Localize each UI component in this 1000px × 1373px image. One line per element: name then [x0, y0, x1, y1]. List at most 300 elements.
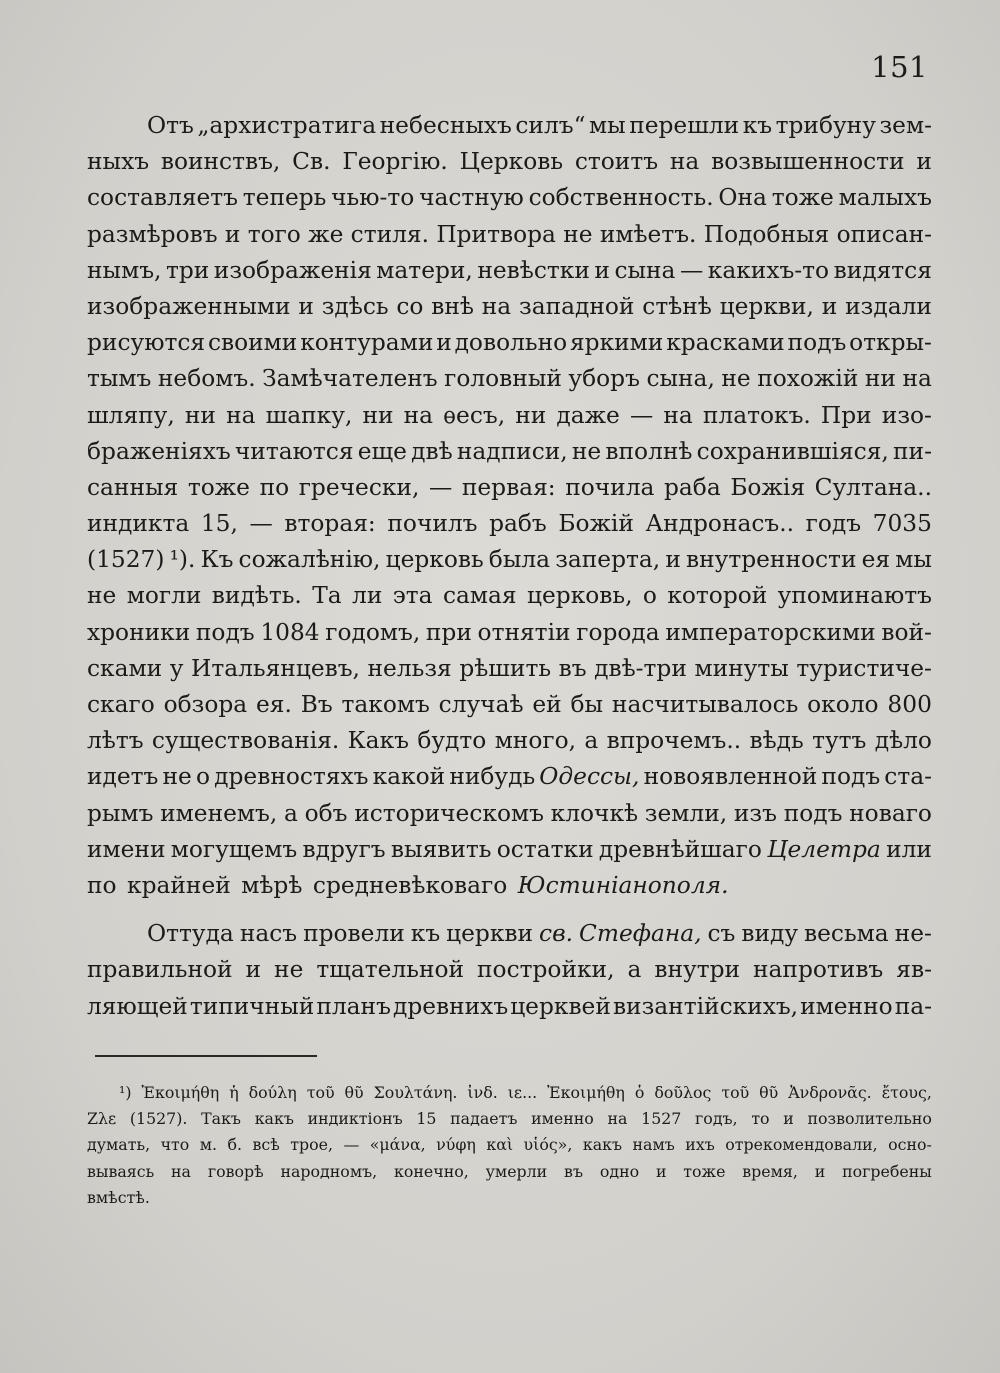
- word: какихъ-то: [707, 256, 830, 284]
- word: ляющей: [87, 992, 188, 1020]
- word: на: [663, 401, 693, 429]
- word: надписи,: [456, 437, 568, 465]
- word: сохранившіяся,: [696, 437, 889, 465]
- text-line: [87, 434, 932, 470]
- word: новаго: [849, 799, 932, 827]
- main-text: [87, 108, 932, 1025]
- word: 15: [416, 1109, 437, 1129]
- word: къ: [742, 112, 773, 139]
- word: одно: [599, 1161, 640, 1181]
- word: императорскими: [665, 618, 876, 646]
- word: которой: [667, 582, 768, 610]
- word: такомъ: [341, 691, 430, 718]
- word: не: [87, 582, 117, 610]
- word: браженіяхъ: [87, 437, 231, 465]
- word: къ: [410, 920, 441, 948]
- word: обзора: [163, 691, 248, 718]
- word: не: [571, 437, 602, 465]
- text-line: [87, 796, 932, 832]
- word: имени: [87, 835, 166, 863]
- word: издали: [845, 292, 932, 320]
- word: Ἐκοιμήθη: [547, 1083, 625, 1102]
- word: вполнѣ: [605, 437, 693, 465]
- word: на: [669, 148, 700, 176]
- word: ἡ: [229, 1083, 239, 1102]
- word: Султана..: [814, 473, 932, 501]
- word: будто: [417, 727, 487, 755]
- word: намъ: [632, 1135, 675, 1155]
- word: зем-: [879, 112, 932, 139]
- word: стоитъ: [574, 148, 659, 176]
- word: бы: [570, 691, 604, 718]
- word: много,: [494, 727, 576, 755]
- word: сожалѣнію,: [238, 546, 381, 574]
- word: двѣ-три: [594, 654, 687, 682]
- word: и: [298, 292, 314, 320]
- word: Замѣчателенъ: [262, 365, 438, 393]
- footnote-line: [87, 1106, 932, 1132]
- word: ни: [184, 401, 216, 429]
- word: 800: [887, 691, 932, 718]
- word: шапку,: [265, 401, 353, 429]
- word: вдругъ: [302, 835, 386, 863]
- word: Стефана,: [579, 920, 702, 948]
- word: невѣстки: [477, 256, 590, 284]
- word: видятся: [833, 256, 932, 284]
- word: санныя: [87, 473, 179, 501]
- word: раба: [664, 473, 721, 501]
- word: δοῦλος: [654, 1083, 712, 1102]
- footnote-line: [87, 1132, 932, 1158]
- word: тоже: [771, 184, 834, 212]
- text-line: [87, 180, 932, 216]
- word: ни: [362, 401, 394, 429]
- word: ихъ: [685, 1135, 715, 1155]
- word: νύφη: [436, 1135, 476, 1155]
- text-line: [87, 253, 932, 289]
- word: 15,: [200, 510, 238, 538]
- word: яркими: [569, 329, 664, 357]
- word: новоявленной: [643, 763, 818, 791]
- word: и: [665, 546, 681, 574]
- word: подъ: [195, 618, 255, 646]
- word: изображенными: [87, 292, 291, 320]
- word: по: [259, 473, 290, 501]
- word: и: [916, 148, 932, 176]
- word: идетъ: [87, 763, 159, 791]
- word: церквей: [510, 992, 611, 1020]
- word: подъ: [783, 799, 843, 827]
- word: двѣ: [411, 437, 453, 465]
- word: почила: [565, 473, 655, 501]
- word: стиля.: [350, 220, 430, 248]
- text-line: [87, 952, 932, 988]
- word: Ἀνδρονᾶς.: [788, 1083, 872, 1102]
- text-line: [87, 470, 932, 506]
- word: время,: [742, 1161, 798, 1181]
- word: того: [247, 220, 301, 248]
- word: сына: [614, 256, 676, 284]
- word: —: [629, 401, 654, 429]
- word: внутренности: [685, 546, 857, 574]
- word: здѣсь: [321, 292, 389, 320]
- word: планъ: [316, 992, 391, 1020]
- footnote-line: [87, 1080, 932, 1106]
- word: западной: [519, 292, 635, 320]
- word: Та: [312, 582, 342, 610]
- word: и: [224, 220, 241, 248]
- word: насчитывалось: [611, 691, 799, 718]
- word: постройки,: [477, 956, 615, 984]
- word: сына,: [646, 365, 715, 393]
- word: ни: [864, 365, 896, 393]
- word: нымъ,: [87, 256, 162, 284]
- word: и: [594, 256, 610, 284]
- word: и: [821, 292, 838, 320]
- word: Σουλτάνη.: [373, 1083, 458, 1102]
- word: по: [87, 871, 117, 899]
- word: τοῦ: [306, 1083, 335, 1102]
- word: Какъ: [347, 727, 409, 755]
- word: тымъ: [87, 365, 152, 393]
- word: случаѣ: [438, 691, 524, 718]
- word: гречески,: [298, 473, 420, 501]
- text-line: [87, 108, 932, 144]
- word: воинствъ,: [160, 148, 281, 176]
- word: на: [607, 1109, 628, 1129]
- word: откры-: [849, 329, 932, 357]
- word: клочкѣ: [550, 799, 639, 827]
- text-line: [87, 506, 932, 542]
- word: Юстиніанополя.: [517, 871, 729, 899]
- word: византійскихъ,: [612, 992, 799, 1020]
- word: своими: [207, 329, 298, 357]
- word: мы: [589, 112, 626, 139]
- word: вмѣстѣ.: [87, 1187, 150, 1207]
- word: церковь: [385, 546, 484, 574]
- word: даже: [556, 401, 620, 429]
- word: а: [283, 799, 298, 827]
- word: тоже: [187, 473, 250, 501]
- footnote-line: [87, 1159, 932, 1185]
- word: (1527): [87, 546, 165, 574]
- word: самая: [442, 582, 517, 610]
- word: па-: [894, 992, 932, 1020]
- word: всѣ: [252, 1135, 280, 1155]
- word: падаетъ: [450, 1109, 518, 1129]
- word: (1527).: [129, 1109, 188, 1129]
- word: не: [274, 956, 304, 984]
- word: Въ: [300, 691, 333, 718]
- word: о: [642, 582, 657, 610]
- word: около: [807, 691, 879, 718]
- word: υἱός»,: [523, 1135, 573, 1155]
- word: небомъ.: [157, 365, 256, 393]
- word: позволительно: [807, 1109, 932, 1129]
- word: довольно: [454, 329, 568, 357]
- text-line: [87, 578, 932, 614]
- word: средневѣковаго: [312, 871, 508, 899]
- word: погребены: [842, 1161, 932, 1181]
- text-line: [87, 651, 932, 687]
- word: м.: [199, 1135, 218, 1155]
- word: тщательной: [316, 956, 465, 984]
- word: ея: [861, 546, 891, 574]
- word: то: [751, 1109, 770, 1129]
- word: минуты: [694, 654, 789, 682]
- page-number: 151: [871, 50, 928, 84]
- word: стѣнѣ: [642, 292, 712, 320]
- text-line: [87, 916, 932, 952]
- word: на: [226, 401, 256, 429]
- text-line: [87, 868, 932, 904]
- word: возвышенности: [711, 148, 905, 176]
- word: какой: [372, 763, 446, 791]
- word: шляпу,: [87, 401, 175, 429]
- word: же: [308, 220, 344, 248]
- word: составляетъ: [87, 184, 239, 212]
- word: ¹): [119, 1083, 132, 1102]
- word: думать,: [87, 1135, 151, 1155]
- word: сками: [87, 654, 163, 682]
- word: рымъ: [87, 799, 154, 827]
- word: яв-: [896, 956, 932, 984]
- word: не: [721, 365, 751, 393]
- footnote-separator: [95, 1055, 317, 1057]
- word: на: [481, 292, 512, 320]
- word: земли,: [644, 799, 728, 827]
- word: умерли: [485, 1161, 548, 1181]
- word: вторая:: [284, 510, 376, 538]
- word: и: [655, 1161, 667, 1181]
- word: тутъ: [812, 727, 867, 755]
- word: ея.: [255, 691, 292, 718]
- word: вой-: [881, 618, 932, 646]
- word: Божій: [558, 510, 634, 538]
- word: Итальянцевъ,: [191, 654, 360, 682]
- word: а: [584, 727, 599, 755]
- word: пи-: [893, 437, 932, 465]
- word: При: [820, 401, 872, 429]
- word: красками: [666, 329, 785, 357]
- word: эта: [392, 582, 433, 610]
- word: —: [679, 256, 704, 284]
- word: б.: [227, 1135, 243, 1155]
- word: со: [396, 292, 424, 320]
- word: Ζλε: [87, 1109, 117, 1129]
- word: Она: [718, 184, 767, 212]
- word: ей: [532, 691, 562, 718]
- word: три: [165, 256, 210, 284]
- word: Притвора: [436, 220, 556, 248]
- word: ἔτους,: [881, 1083, 932, 1102]
- word: историческомъ: [354, 799, 544, 827]
- word: рабъ: [489, 510, 547, 538]
- text-line: [87, 398, 932, 434]
- word: весьма: [804, 920, 889, 948]
- word: церкви,: [719, 292, 814, 320]
- word: именемъ,: [160, 799, 278, 827]
- word: Церковь: [459, 148, 564, 176]
- text-line: [87, 687, 932, 723]
- word: —: [249, 510, 273, 538]
- word: θῦ: [759, 1083, 779, 1102]
- word: на: [403, 401, 434, 429]
- word: и: [814, 1161, 826, 1181]
- word: δούλη: [248, 1083, 297, 1102]
- word: τοῦ: [721, 1083, 750, 1102]
- word: заперта,: [555, 546, 661, 574]
- word: рѣшить: [459, 654, 552, 682]
- word: уборъ: [568, 365, 640, 393]
- word: вываясь: [87, 1161, 155, 1181]
- word: внѣ: [431, 292, 474, 320]
- word: ста-: [884, 763, 932, 791]
- word: туристиче-: [796, 654, 932, 682]
- word: Целетра: [767, 835, 881, 863]
- word: крайней: [127, 871, 231, 899]
- word: «μάνα,: [369, 1135, 426, 1155]
- word: правильной: [87, 956, 233, 984]
- word: ὁ: [634, 1083, 645, 1102]
- word: имѣетъ.: [599, 220, 697, 248]
- word: какъ: [254, 1109, 294, 1129]
- word: размѣровъ: [87, 220, 218, 248]
- word: могущемъ: [170, 835, 298, 863]
- word: мы: [895, 546, 932, 574]
- word: хроники: [87, 618, 191, 646]
- word: у: [169, 654, 184, 682]
- word: была: [488, 546, 551, 574]
- word: какъ: [582, 1135, 623, 1155]
- text-line: [87, 325, 932, 361]
- word: καὶ: [486, 1135, 514, 1155]
- word: 1527: [641, 1109, 682, 1129]
- word: —: [343, 1135, 360, 1155]
- word: похожій: [757, 365, 859, 393]
- text-line: [87, 361, 932, 397]
- word: напротивъ: [753, 956, 884, 984]
- word: конечно,: [394, 1161, 469, 1181]
- word: не: [563, 220, 593, 248]
- word: перешли: [629, 112, 740, 139]
- word: платокъ.: [702, 401, 811, 429]
- word: говорѣ: [207, 1161, 264, 1181]
- word: силъ“: [515, 112, 586, 139]
- word: города: [576, 618, 660, 646]
- word: —: [428, 473, 453, 501]
- text-line: [87, 759, 932, 795]
- word: осно-: [888, 1135, 932, 1155]
- word: Андронасъ..: [645, 510, 795, 538]
- word: и: [245, 956, 262, 984]
- word: Божія: [730, 473, 806, 501]
- word: могли: [126, 582, 202, 610]
- word: Такъ: [201, 1109, 241, 1129]
- word: малыхъ: [838, 184, 932, 212]
- word: описан-: [836, 220, 932, 248]
- word: отнятіи: [477, 618, 571, 646]
- word: ѳесъ,: [443, 401, 506, 429]
- word: о: [195, 763, 211, 791]
- word: Оттуда: [147, 920, 234, 948]
- word: ¹).: [169, 546, 196, 574]
- word: не: [162, 763, 192, 791]
- text-line: [87, 989, 932, 1025]
- word: и: [783, 1109, 794, 1129]
- word: на: [902, 365, 932, 393]
- word: годомъ,: [325, 618, 421, 646]
- word: св.: [539, 920, 574, 948]
- word: древнихъ: [392, 992, 509, 1020]
- word: „архистратига: [197, 112, 377, 139]
- text-line: [87, 144, 932, 180]
- word: типичный: [189, 992, 315, 1020]
- word: годъ,: [695, 1109, 738, 1129]
- word: виду: [741, 920, 799, 948]
- word: мѣрѣ: [241, 871, 303, 899]
- word: подъ: [821, 763, 881, 791]
- word: 1084: [260, 618, 320, 646]
- word: тоже: [683, 1161, 726, 1181]
- word: годъ: [805, 510, 862, 538]
- paragraph-gap: [87, 904, 932, 916]
- text-line: [87, 289, 932, 325]
- word: народномъ,: [280, 1161, 378, 1181]
- word: ныхъ: [87, 148, 150, 176]
- word: на: [171, 1161, 191, 1181]
- word: или: [886, 835, 932, 863]
- word: упоминаютъ: [777, 582, 932, 610]
- word: Ἐκοιμήθη: [141, 1083, 220, 1102]
- word: ни: [515, 401, 547, 429]
- word: видѣть.: [211, 582, 302, 610]
- word: скаго: [87, 691, 155, 718]
- word: подъ: [787, 329, 847, 357]
- word: 7035: [872, 510, 932, 538]
- word: головный: [444, 365, 562, 393]
- word: лѣтъ: [87, 727, 144, 755]
- text-line: [87, 723, 932, 759]
- word: отрекомендовали,: [725, 1135, 878, 1155]
- text-line: [87, 217, 932, 253]
- text-line: [87, 832, 932, 868]
- word: древностяхъ: [214, 763, 369, 791]
- word: древнѣйшаго: [598, 835, 762, 863]
- word: ἰνδ.: [467, 1083, 498, 1102]
- word: внутри: [654, 956, 741, 984]
- word: Георгію.: [342, 148, 448, 176]
- word: частную: [419, 184, 524, 212]
- word: читаются: [234, 437, 354, 465]
- word: трое,: [290, 1135, 334, 1155]
- word: Св.: [292, 148, 331, 176]
- word: насъ: [239, 920, 298, 948]
- word: первая:: [461, 473, 556, 501]
- word: выявить: [390, 835, 492, 863]
- word: почилъ: [387, 510, 478, 538]
- word: не-: [894, 920, 932, 948]
- word: индиктіонъ: [307, 1109, 403, 1129]
- word: собственность.: [528, 184, 714, 212]
- word: еще: [357, 437, 407, 465]
- word: именно: [800, 992, 893, 1020]
- word: ли: [352, 582, 383, 610]
- word: матери,: [376, 256, 473, 284]
- word: Отъ: [147, 112, 194, 139]
- word: контурами: [300, 329, 434, 357]
- word: объ: [304, 799, 348, 827]
